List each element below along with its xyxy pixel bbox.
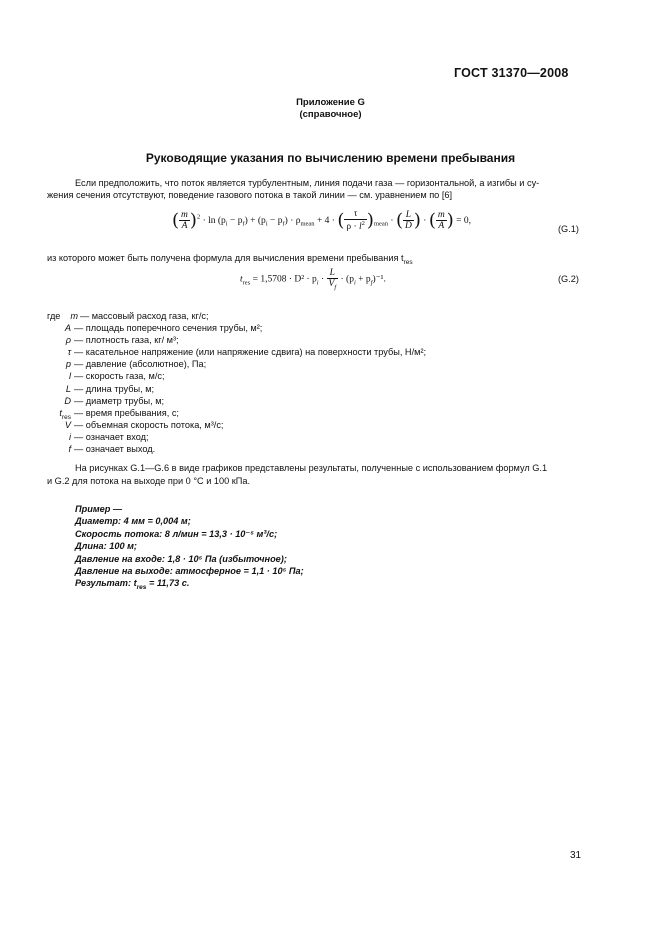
definition-text: — касательное напряжение (или напряжение сдвига) на поверхности трубы, Н/м²; xyxy=(74,347,427,358)
definition-symbol: D xyxy=(64,395,71,406)
definition-symbol: l xyxy=(68,371,71,382)
intro-line-1: Если предположить, что поток является турбулентным, линия подачи газа — горизонтальной, а изгибы и су- xyxy=(75,178,540,188)
example-diameter: Диаметр: 4 мм = 0,004 м; xyxy=(75,516,191,527)
definition-symbol: i xyxy=(68,431,71,442)
definition-text: — диаметр трубы, м; xyxy=(74,395,165,406)
definition-text: — длина трубы, м; xyxy=(74,383,155,394)
definitions-list xyxy=(47,310,607,455)
definition-item xyxy=(47,395,607,407)
definition-symbol: A xyxy=(64,323,71,334)
example-inlet-pressure: Давление на входе: 1,8 · 10⁵ Па (избыточное); xyxy=(75,553,287,564)
example-length: Длина: 100 м; xyxy=(75,541,137,552)
definitions-intro: где xyxy=(47,311,61,321)
definition-item xyxy=(47,443,607,455)
definition-text: — скорость газа, м/с; xyxy=(74,371,165,382)
appendix-title: Приложение G xyxy=(296,97,365,108)
section-title: Руководящие указания по вычислению времени пребывания xyxy=(145,151,516,165)
definition-item xyxy=(47,346,607,358)
intro-line-2: жения сечения отсутствуют, поведение газового потока в такой линии — см. уравнением по [6] xyxy=(47,190,453,200)
definition-item xyxy=(47,431,607,443)
definition-text: — объемная скорость потока, м³/с; xyxy=(74,419,224,430)
definition-symbol: $t_{res}$ xyxy=(59,407,71,421)
appendix-subtitle: (справочное) xyxy=(299,109,362,120)
example-heading: Пример — xyxy=(75,504,123,514)
definition-text: — означает выход. xyxy=(74,444,156,455)
standard-number: ГОСТ 31370—2008 xyxy=(454,66,569,80)
definition-item xyxy=(47,383,607,395)
definition-text: — плотность газа, кг/ м³; xyxy=(74,335,179,346)
definition-item xyxy=(47,370,607,382)
example-block xyxy=(75,503,304,595)
figures-note-line-2: и G.2 для потока на выходе при 0 °С и 100 кПа. xyxy=(47,476,251,486)
example-result: Результат: $t_{res} = 11,73$ с. xyxy=(75,578,190,592)
example-flow: Скорость потока: 8 л/мин = 13,3 · 10⁻⁵ м³/с; xyxy=(75,528,278,539)
definition-item xyxy=(47,310,607,322)
equation-g1: ( $\frac{m}{A}$ )$^2 \cdot \ln (p_i - p_f) + (p_i - p_f) \cdot \rho_{mean} + 4$ · ( $\frac{\tau}{\rho \cdot l^2}$ )$_{mean}$ · ( $\frac{L}{D}$ ) · ( $\frac{m}{A}$ ) = 0, xyxy=(172,209,471,233)
definition-text: — давление (абсолютное), Па; xyxy=(74,359,207,370)
definition-symbol: L xyxy=(65,383,71,394)
definition-item xyxy=(47,407,607,419)
definition-symbol: p xyxy=(65,359,71,370)
definition-symbol: f xyxy=(68,444,71,455)
definition-text: — означает вход; xyxy=(74,431,149,442)
definition-item xyxy=(47,322,607,334)
definition-symbol: τ xyxy=(67,347,71,358)
definition-item xyxy=(47,334,607,346)
definition-symbol: ρ xyxy=(65,335,71,346)
after-equation-text: из которого может быть получена формула для вычисления времени пребывания $t_{res}$ xyxy=(47,253,413,266)
definition-symbol: m xyxy=(70,311,78,321)
equation-g2: $t_{res} = 1,5708 \cdot D^2 \cdot p_i$ · $\frac{L}{V_f}$ · $(p_i + p_f)^{-1}$. xyxy=(240,268,386,291)
definition-item xyxy=(47,419,607,431)
equation-g2-number: (G.2) xyxy=(558,274,579,284)
page-number: 31 xyxy=(570,850,582,861)
definition-item xyxy=(47,358,607,370)
definition-text: — площадь поперечного сечения трубы, м²; xyxy=(74,323,263,334)
definition-text: — время пребывания, с; xyxy=(74,407,179,418)
example-outlet-pressure: Давление на выходе: атмосферное = 1,1 · 10⁵ Па; xyxy=(75,566,304,577)
figures-note-line-1: На рисунках G.1—G.6 в виде графиков представлены результаты, полученные с использованием формул G.1 xyxy=(75,463,548,473)
equation-g1-number: (G.1) xyxy=(558,224,579,234)
definition-text: — массовый расход газа, кг/с; xyxy=(80,311,209,321)
definition-symbol: V xyxy=(64,419,71,430)
